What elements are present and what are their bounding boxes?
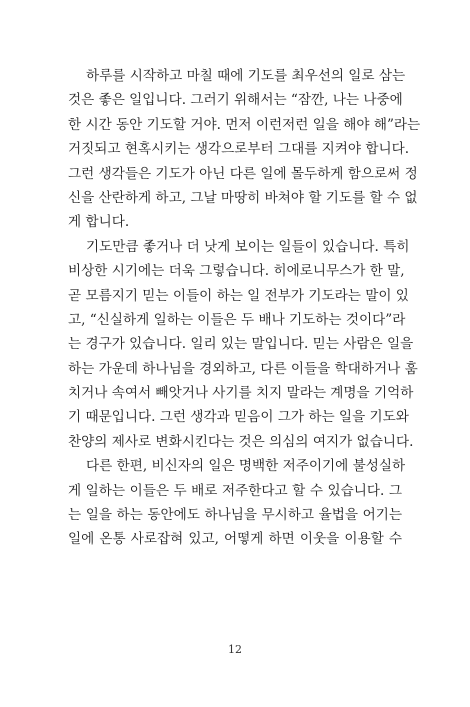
text-line: 비상한 시기에는 더욱 그렇습니다. 히에로니무스가 한 말,	[68, 263, 405, 280]
text-line: 하루를 시작하고 마칠 때에 기도를 최우선의 일로 삼는	[86, 68, 406, 84]
text-line: 찬양의 제사로 변화시킨다는 것은 의심의 여지가 없습니다.	[68, 433, 414, 450]
text-line: 거짓되고 현혹시키는 생각으로부터 그대를 지켜야 합니다.	[68, 141, 410, 158]
text-line: 게 일하는 이들은 두 배로 저주한다고 할 수 있습니다. 그	[68, 482, 402, 499]
text-line: 신을 산란하게 하고, 그날 마땅히 바쳐야 할 기도를 할 수 없	[68, 189, 418, 206]
text-line: 게 합니다.	[68, 214, 130, 231]
text-line: 하는 가운데 하나님을 경외하고, 다른 이들을 학대하거나 훔	[68, 360, 418, 377]
text-line: 기도만큼 좋거나 더 낫게 보이는 일들이 있습니다. 특히	[86, 238, 410, 255]
text-line: 그런 생각들은 기도가 아닌 다른 일에 몰두하게 함으로써 정	[68, 165, 418, 182]
text-line: 치거나 속여서 빼앗거나 사기를 치지 말라는 계명을 기억하	[68, 385, 414, 402]
text-line: 기 때문입니다. 그런 생각과 믿음이 그가 하는 일을 기도와	[68, 409, 409, 426]
text-line: 일에 온통 사로잡혀 있고, 어떻게 하면 이웃을 이용할 수	[68, 531, 402, 548]
page-number: 12	[228, 643, 242, 656]
text-line: 한 시간 동안 기도할 거야. 먼저 이런저런 일을 해야 해”라는	[68, 116, 421, 133]
text-line: 는 일을 하는 동안에도 하나님을 무시하고 율법을 어기는	[68, 507, 402, 524]
text-line: 고, “신실하게 일하는 이들은 두 배나 기도하는 것이다”라	[68, 311, 406, 328]
text-line: 는 경구가 있습니다. 일리 있는 말입니다. 믿는 사람은 일을	[68, 336, 414, 353]
text-line: 다른 한편, 비신자의 일은 명백한 저주이기에 불성실하	[86, 458, 406, 475]
text-line: 곧 모름지기 믿는 이들이 하는 일 전부가 기도라는 말이 있	[68, 287, 409, 304]
body-text	[68, 64, 421, 552]
text-line: 것은 좋은 일입니다. 그러기 위해서는 “잠깐, 나는 나중에	[68, 92, 403, 109]
